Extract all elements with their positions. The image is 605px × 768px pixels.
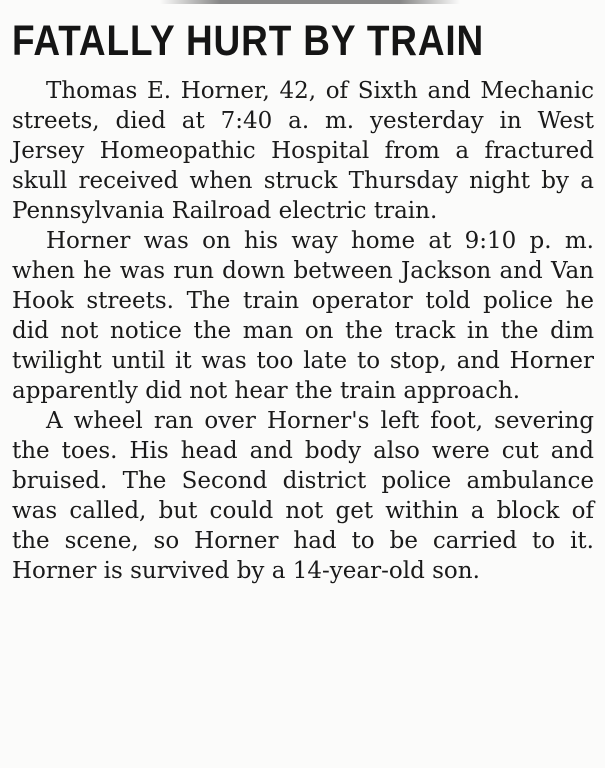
- article-body: [12, 76, 594, 586]
- top-rule: [160, 0, 460, 4]
- article-paragraph: Horner was on his way home at 9:10 p. m. when he was run down between Jackson and Van Hook streets. The train operator told police he did not notice the man on the track in the dim twilight until it was too late to stop, and Horner apparently did not hear the train approach.: [12, 228, 594, 404]
- article-paragraph: Thomas E. Horner, 42, of Sixth and Mechanic streets, died at 7:40 a. m. yesterday in West Jersey Homeopathic Hospital from a fractured skull received when struck Thursday night by a Pennsylvania Railroad electric train.: [12, 78, 594, 224]
- article-paragraph: A wheel ran over Horner's left foot, severing the toes. His head and body also were cut and bruised. The Second district police ambulance was called, but could not get within a block of the scene, so Horner had to be carried to it. Horner is survived by a 14-year-old son.: [12, 408, 594, 584]
- headline: FATALLY HURT BY TRAIN: [12, 17, 485, 65]
